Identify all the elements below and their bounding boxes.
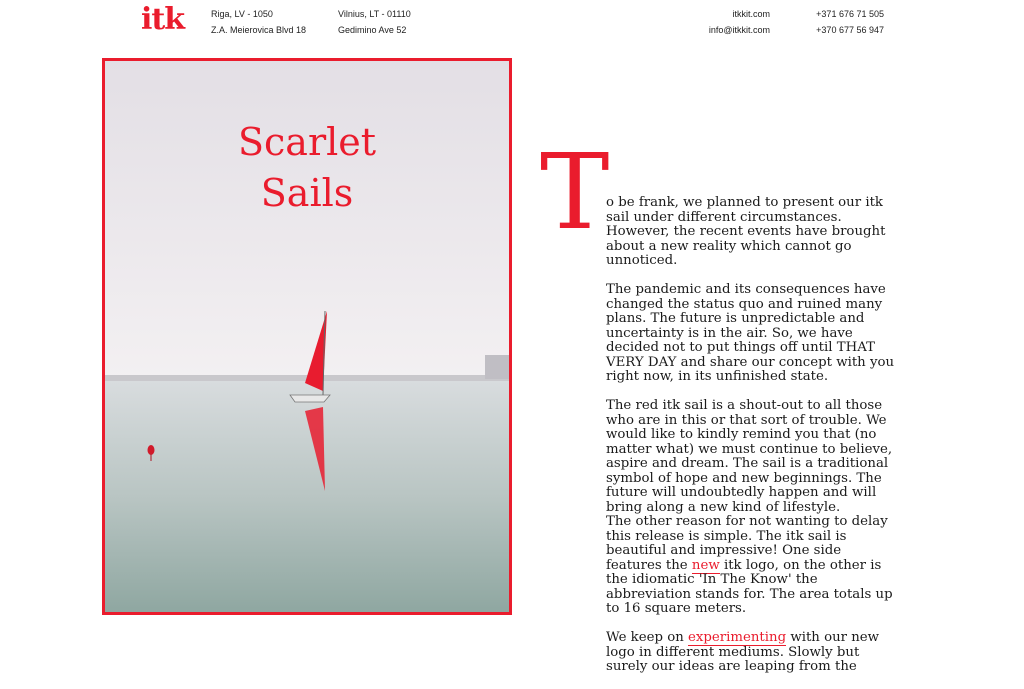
title-line-1: Scarlet <box>237 120 377 164</box>
paragraph-1: o be frank, we planned to present our itk sail under different circumstances. However, the recent events have brought about a new reality which cannot go unnoticed. <box>606 195 886 268</box>
paragraph-4-text-b: itk logo, on the other is the idiomatic 'In The Know' the abbreviation stands for. The area totals up to 16 square meters. <box>606 557 893 616</box>
paragraph-3: The red itk sail is a shout-out to all those who are in this or that sort of trouble. We would like to kindly remind you that (no matter what) we must continue to believe, aspire and dream. The sail is a traditional symbol of hope and new beginnings. The future will undoubtedly happen and will bring along a new kind of lifestyle. <box>606 398 893 515</box>
new-logo-link[interactable]: new <box>691 557 720 573</box>
vilnius-street: Gedimino Ave 52 <box>338 25 407 35</box>
riga-street: Z.A. Meierovica Blvd 18 <box>211 25 307 35</box>
address-riga <box>211 6 306 38</box>
article-body <box>606 196 896 689</box>
website-link[interactable]: itkkit.com <box>732 9 770 19</box>
title-line-2: Sails <box>260 171 354 215</box>
hero-image-frame <box>102 58 512 615</box>
contact-phones <box>784 6 884 38</box>
riga-city: Riga, LV - 1050 <box>211 9 273 19</box>
phone-lt-link[interactable]: +370 677 56 947 <box>816 25 884 35</box>
phone-lv-link[interactable]: +371 676 71 505 <box>816 9 884 19</box>
paragraph-5 <box>606 631 896 675</box>
experimenting-link[interactable]: experimenting <box>688 630 787 645</box>
itk-logo[interactable]: itk <box>141 2 185 37</box>
drop-cap: T <box>540 131 610 253</box>
photo-title <box>105 117 509 219</box>
paragraph-5-text-a: We keep on <box>606 630 689 645</box>
paragraph-4 <box>606 515 896 617</box>
contact-web <box>670 6 770 38</box>
paragraph-2: The pandemic and its consequences have changed the status quo and ruined many plans. The future is unpredictable and uncertainty is in the air. So, we have decided not to put things off until THAT VERY DAY and share our concept with you right now, in its unfinished state. <box>606 282 895 384</box>
paragraph-4-text-a: The other reason for not wanting to delay this release is simple. The itk sail is beautiful and impressive! One side features the <box>606 514 888 573</box>
vilnius-city: Vilnius, LT - 01110 <box>338 9 411 19</box>
paragraph-5-text-b: with our new logo in different mediums. Slowly but surely our ideas are leaping from the <box>606 630 880 674</box>
address-vilnius <box>338 6 411 38</box>
email-link[interactable]: info@itkkit.com <box>708 25 770 35</box>
